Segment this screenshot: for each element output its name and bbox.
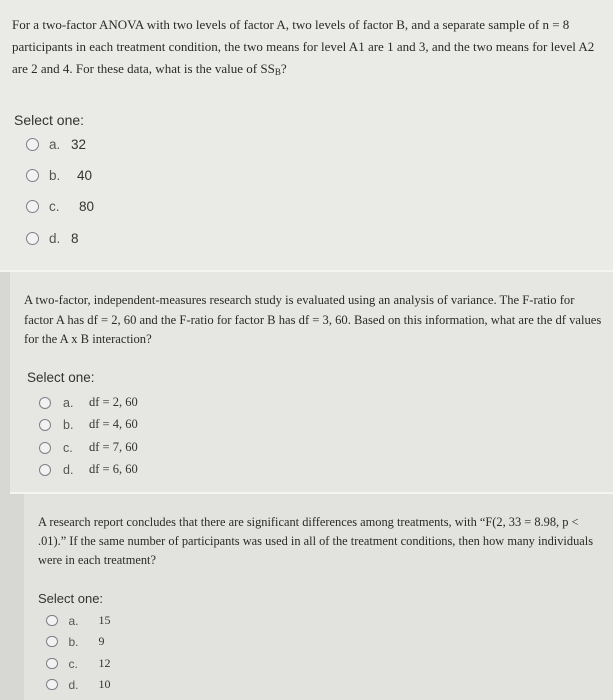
- select-one-label: Select one:: [38, 591, 104, 606]
- question-1-text: For a two-factor ANOVA with two levels of factor A, two levels of factor B, and a separate sample of n = 8 participants in each treatment condition, the two means for level A1 are 1 and 3, and the two means for level A2 are 2 and 4. For these data, what is the value of $SS_B$?: [12, 17, 595, 77]
- radio-button[interactable]: [46, 679, 58, 691]
- subscript-b: B: [274, 67, 281, 77]
- option-c[interactable]: c. 12: [46, 656, 111, 671]
- radio-button[interactable]: [39, 419, 51, 431]
- radio-button[interactable]: [39, 464, 51, 476]
- radio-button[interactable]: [26, 232, 39, 245]
- option-d[interactable]: d. df = 6, 60: [39, 462, 138, 477]
- option-c[interactable]: c. 80: [26, 199, 94, 214]
- question-2: [10, 272, 613, 492]
- option-d[interactable]: d. 8: [26, 231, 79, 246]
- radio-button[interactable]: [39, 442, 51, 454]
- radio-button[interactable]: [26, 200, 39, 213]
- question-1: [0, 0, 613, 270]
- option-a[interactable]: a. 15: [46, 613, 111, 628]
- option-d[interactable]: d. 10: [46, 677, 111, 692]
- option-a[interactable]: a. 32: [26, 137, 86, 152]
- select-one-label: Select one:: [14, 112, 85, 128]
- radio-button[interactable]: [46, 615, 58, 627]
- select-one-label: Select one:: [27, 370, 95, 385]
- option-b[interactable]: b. 9: [46, 634, 105, 649]
- question-3-text: A research report concludes that there are significant differences among treatments, with “F(2, 33 = 8.98, p < .01).” If the same number of participants was used in all of the treatment conditions, then how many individuals were in each treatment?: [38, 515, 594, 567]
- radio-button[interactable]: [26, 169, 39, 182]
- radio-button[interactable]: [46, 658, 58, 670]
- option-b[interactable]: b. df = 4, 60: [39, 417, 138, 432]
- question-3: [24, 494, 613, 700]
- radio-button[interactable]: [46, 636, 58, 648]
- radio-button[interactable]: [39, 397, 51, 409]
- option-b[interactable]: b. 40: [26, 168, 92, 183]
- question-2-text: A two-factor, independent-measures research study is evaluated using an analysis of variance. The F-ratio for factor A has df = 2, 60 and the F-ratio for factor B has df = 3, 60. Based on this information, what are the df values for the A x B interaction?: [24, 293, 602, 346]
- radio-button[interactable]: [26, 138, 39, 151]
- option-c[interactable]: c. df = 7, 60: [39, 440, 138, 455]
- option-a[interactable]: a. df = 2, 60: [39, 395, 138, 410]
